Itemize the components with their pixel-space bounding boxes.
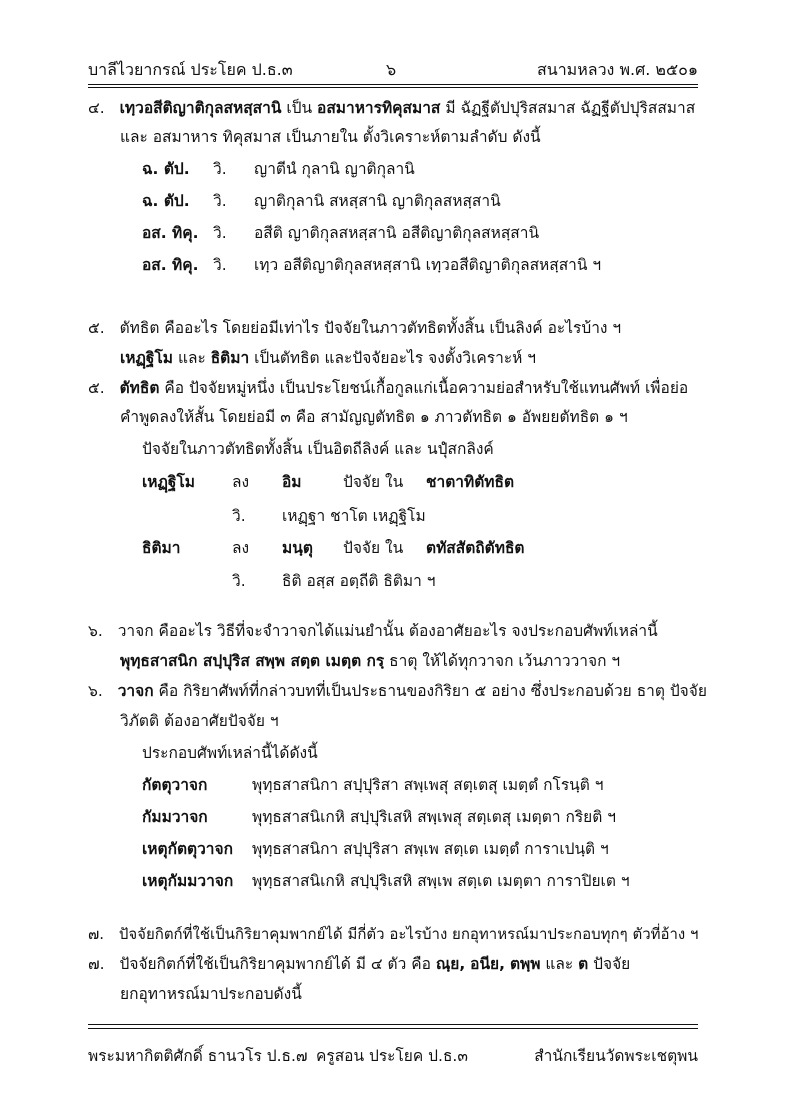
s6-answer-term: วาจก	[117, 682, 154, 700]
s5-row-1-word: เหฏฺฐิโม	[142, 473, 196, 491]
header-rule-top	[88, 84, 698, 85]
s6-row-1-label: กัตตุวาจก	[142, 776, 208, 794]
s5-answer-number: ๕.	[88, 379, 105, 397]
s7-answer-text-3: ปัจจัย	[588, 955, 631, 973]
s5-question-word-2: ธิติมา	[210, 349, 250, 367]
s7-answer-line-1	[88, 953, 630, 975]
s7-question-number: ๗.	[88, 925, 105, 943]
header-left: บาลีไวยากรณ์ ประโยค ป.ธ.๓	[88, 60, 293, 79]
s7-answer-suffix-4: ต	[578, 955, 589, 973]
s5-row-3-word: ธิติมา	[142, 539, 181, 557]
s4-row-2-text: ญาติกุลานิ สหสฺสานิ ญาติกุลสหสฺสานิ	[254, 192, 501, 210]
s6-row-2-label: กัมมวาจก	[142, 808, 208, 826]
s5-question-line-1	[88, 317, 621, 339]
s4-row-4-label: อส. ทิคุ.	[142, 256, 199, 274]
page-footer	[88, 1043, 698, 1065]
s4-term: เทฺวอสีติญาติกุลสหสฺสานิ	[119, 99, 282, 117]
s5-row-1-long: ลง	[232, 473, 250, 491]
s5-row-2-text: เหฏฺฐา ชาโต เหฏฺฐิโม	[282, 507, 426, 525]
s4-text-1: เป็น	[281, 99, 318, 117]
s5-row-1-p: ปัจจัย ใน	[343, 473, 404, 491]
s4-row-3-text: อสีติ ญาติกุลสหสฺสานิ อสีติญาติกุลสหสฺสานิ	[254, 224, 540, 242]
header-rule-bottom	[88, 87, 698, 88]
s6-question-line-1	[88, 620, 658, 642]
s7-question-text: ปัจจัยกิตก์ที่ใช้เป็นกิริยาคุมพากย์ได้ มีกี่ตัว อะไรบ้าง ยกอุทาหรณ์มาประกอบทุกๆ ตัวที่อ้าง ฯ	[118, 925, 699, 943]
s4-number: ๔.	[88, 99, 105, 117]
s5-question-text-3: เป็นตัทธิต และปัจจัยอะไร จงตั้งวิเคราะห์ ฯ	[249, 349, 536, 367]
s6-row-3-text: พุทฺธสาสนิกา สปฺปุริสา สพฺเพ สตฺเต เมตฺตํ การาเปนฺติ ฯ	[252, 840, 609, 858]
s5-row-4-vi: วิ.	[232, 572, 246, 590]
s5-row-3-p: ปัจจัย ใน	[343, 539, 404, 557]
s5-row-2-vi: วิ.	[232, 507, 246, 525]
s5-row-1-kind: ชาตาทิตัทธิต	[426, 473, 515, 491]
s6-row-4-text: พุทฺธสาสนิเกหิ สปฺปุริเสหิ สพฺเพ สตฺเต เมตฺตา การาปิยเต ฯ	[252, 872, 630, 890]
s5-answer-line-3: ปัจจัยในภาวตัทธิตทั้งสิ้น เป็นอิตถีลิงค์ และ นปุํสกลิงค์	[142, 440, 494, 458]
s5-question-number: ๕.	[88, 319, 105, 337]
s4-row-2-vi: วิ.	[213, 192, 227, 210]
footer-right: สำนักเรียนวัดพระเชตุพน	[534, 1047, 698, 1065]
s5-question-word-1: เหฏฺฐิโม	[120, 349, 174, 367]
s6-answer-line-3: ประกอบศัพท์เหล่านี้ได้ดังนี้	[142, 744, 318, 762]
s5-question-text-2: และ	[173, 349, 211, 367]
s6-row-4-label: เหตุกัมมวาจก	[142, 872, 234, 890]
s4-row-4-text: เทฺว อสีติญาติกุลสหสฺสานิ เทฺวอสีติญาติกุลสหสฺสานิ ฯ	[254, 256, 602, 274]
s6-question-text: วาจก คืออะไร วิธีที่จะจำวาจกได้แม่นยำนั้น ต้องอาศัยอะไร จงประกอบศัพท์เหล่านี้	[117, 622, 658, 640]
s5-answer-line-2: คำพูดลงให้สั้น โดยย่อมี ๓ คือ สามัญญตัทธิต ๑ ภาวตัทธิต ๑ อัพยยตัทธิต ๑ ฯ	[120, 408, 628, 426]
s7-answer-line-2: ยกอุทาหรณ์มาประกอบดังนี้	[120, 985, 302, 1003]
s6-question-tail: ธาตุ ให้ได้ทุกวาจก เว้นภาววาจก ฯ	[384, 652, 621, 670]
s5-question-line-2	[120, 347, 536, 369]
s6-answer-number: ๖.	[88, 682, 103, 700]
s4-term-2: อสมาหารทิคุสมาส	[317, 99, 441, 117]
s7-answer-text-1: ปัจจัยกิตก์ที่ใช้เป็นกิริยาคุมพากย์ได้ มี ๔ ตัว คือ	[119, 955, 436, 973]
s5-row-3-suffix: มนฺตุ	[282, 539, 313, 557]
page-number: ๖	[386, 60, 397, 79]
s4-row-1-vi: วิ.	[213, 160, 227, 178]
s6-answer-line-1	[88, 680, 707, 702]
s5-row-4-text: ธิติ อสฺส อตฺถีติ ธิติมา ฯ	[282, 572, 436, 590]
s6-row-1-text: พุทฺธสาสนิกา สปฺปุริสา สพฺเพสุ สตฺเตสุ เมตฺตํ กโรนฺติ ฯ	[252, 776, 604, 794]
s4-row-3-label: อส. ทิคุ.	[142, 224, 199, 242]
s4-row-3-vi: วิ.	[213, 224, 227, 242]
s5-answer-line-1	[88, 377, 688, 399]
s7-answer-number: ๗.	[88, 955, 105, 973]
s4-row-4-vi: วิ.	[213, 256, 227, 274]
s6-row-2-text: พุทฺธสาสนิเกหิ สปฺปุริเสหิ สพฺเพสุ สตฺเตสุ เมตฺตา กริยติ ฯ	[252, 808, 616, 826]
s5-answer-term: ตัทธิต	[119, 379, 160, 397]
s5-question-text: ตัทธิต คืออะไร โดยย่อมีเท่าไร ปัจจัยในภาวตัทธิตทั้งสิ้น เป็นลิงค์ อะไรบ้าง ฯ	[119, 319, 622, 337]
s6-question-words: พุทฺธสาสนิก สปฺปุริส สพฺพ สตฺต เมตฺต กรฺ	[120, 652, 385, 670]
s6-row-3-label: เหตุกัตตุวาจก	[142, 840, 233, 858]
s5-answer-text-1: คือ ปัจจัยหมู่หนึ่ง เป็นประโยชน์เกื้อกูลแก่เนื้อความย่อสำหรับใช้แทนศัพท์ เพื่อย่อ	[159, 379, 689, 397]
s6-question-number: ๖.	[88, 622, 103, 640]
footer-left: พระมหากิตติศักดิ์ ธานวโร ป.ธ.๗	[88, 1047, 308, 1065]
s4-line-1	[88, 97, 695, 119]
footer-rule-top	[88, 1024, 698, 1025]
s4-row-2-label: ฉ. ตัป.	[142, 192, 190, 210]
s6-answer-text-1: คือ กิริยาศัพท์ที่กล่าวบทที่เป็นประธานของกิริยา ๕ อย่าง ซึ่งประกอบด้วย ธาตุ ปัจจัย	[153, 682, 707, 700]
footer-center: ครูสอน ประโยค ป.ธ.๓	[316, 1047, 468, 1065]
s5-row-3-long: ลง	[232, 539, 250, 557]
page-header	[88, 58, 698, 80]
s7-answer-suffix-2: อนีย,	[470, 955, 506, 973]
s4-row-1-label: ฉ. ตัป.	[142, 160, 190, 178]
s7-question-line-1	[88, 923, 698, 945]
s7-answer-suffix-3: ตพฺพ	[509, 955, 541, 973]
s5-row-1-suffix: อิม	[282, 473, 302, 491]
s4-line-2: และ อสมาหาร ทิคุสมาส เป็นภายใน ตั้งวิเคราะห์ตามลำดับ ดังนี้	[120, 128, 541, 146]
s6-question-line-2	[120, 650, 620, 672]
s7-answer-text-2: และ	[540, 955, 579, 973]
footer-rule-bottom	[88, 1028, 698, 1029]
s4-row-1-text: ญาตีนํ กุลานิ ญาติกุลานิ	[254, 160, 415, 178]
header-right: สนามหลวง พ.ศ. ๒๕๐๑	[536, 60, 698, 79]
s4-text-2: มี ฉัฏฐีตัปปุริสสมาส ฉัฏฐีตัปปุริสสมาส	[440, 99, 696, 117]
s6-answer-line-2: วิภัตติ ต้องอาศัยปัจจัย ฯ	[120, 712, 279, 730]
s7-answer-suffix-1: ณฺย,	[435, 955, 466, 973]
s5-row-3-kind: ตทัสสัตถิตัทธิต	[426, 539, 525, 557]
